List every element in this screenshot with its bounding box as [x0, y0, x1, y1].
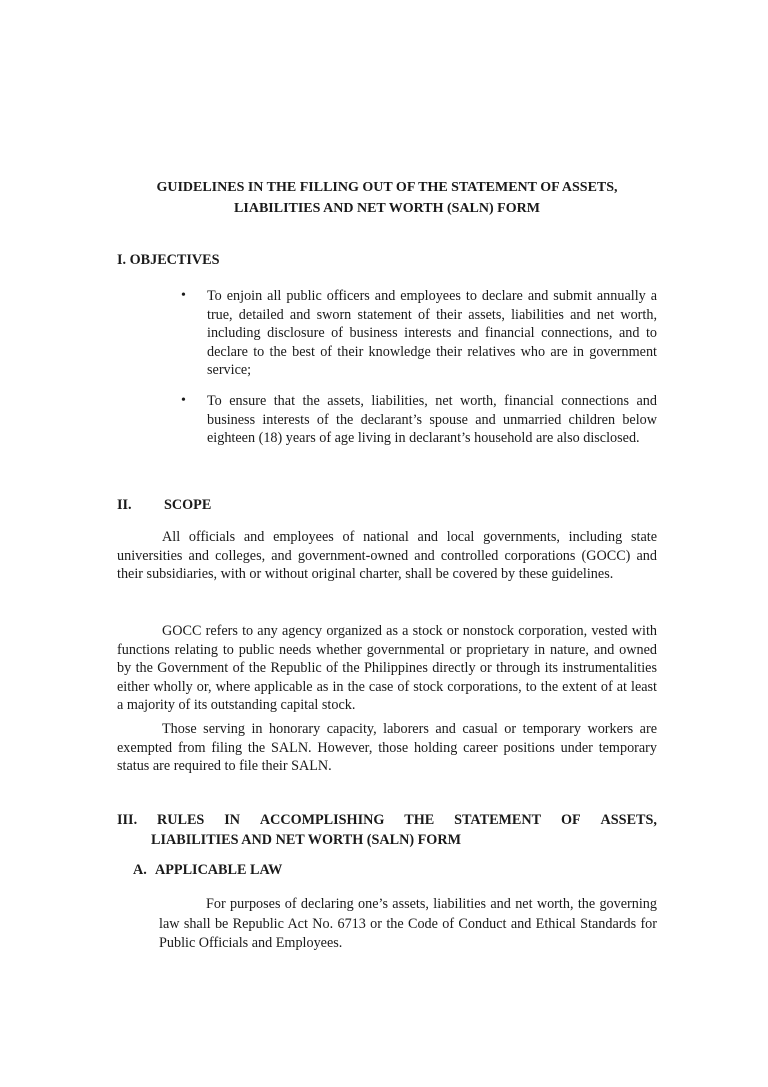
rules-heading-line-1 [117, 810, 657, 830]
scope-heading [117, 496, 211, 515]
objective-text-1: To enjoin all public officers and employees to declare and submit annually a true, detailed and sworn statement of their assets, liabilities and net worth, including disclosure of business interests and financial connections, and to declare to the best of their knowledge their relatives who are in government service; [207, 288, 657, 379]
rules-word: THE [404, 812, 435, 828]
subsection-letter: A. [133, 862, 147, 878]
subsection-title: APPLICABLE LAW [155, 862, 283, 878]
rules-word: ACCOMPLISHING [259, 812, 385, 828]
scope-paragraph-3: Those serving in honorary capacity, laborers and casual or temporary workers are exempted from filing the SALN. However, those holding career positions under temporary status are required to file their SALN. [117, 721, 657, 775]
rules-number: III. [117, 812, 138, 828]
objective-text-2: To ensure that the assets, liabilities, net worth, financial connections and business interests of the declarant’s spouse and unmarried children below eighteen (18) years of age living in declarant’s household are also disclosed. [207, 393, 657, 447]
rules-heading [117, 810, 657, 850]
document-title [117, 177, 657, 219]
title-line-2: LIABILITIES AND NET WORTH (SALN) FORM [234, 201, 540, 216]
scope-paragraph-2: GOCC refers to any agency organized as a stock or nonstock corporation, vested with functions relating to public needs whether governmental or proprietary in nature, and owned by the Government of the Republic of the Philippines directly or through its instrumentalities either wholly or, where applicable as in the case of stock corporations, to the extent of at least a majority of its outstanding capital stock. [117, 623, 657, 714]
rules-heading-line-2: LIABILITIES AND NET WORTH (SALN) FORM [151, 832, 461, 848]
objectives-heading: I. OBJECTIVES [117, 252, 220, 268]
objective-item-1 [181, 287, 657, 380]
objective-item-2 [181, 392, 657, 448]
bullet-icon: • [181, 288, 186, 303]
scope-title: SCOPE [164, 497, 212, 513]
rules-word: IN [224, 812, 240, 828]
objectives-list-2 [181, 392, 657, 448]
bullet-icon: • [181, 393, 186, 408]
title-line-1: GUIDELINES IN THE FILLING OUT OF THE STATEMENT OF ASSETS, [156, 180, 618, 195]
applicable-law-paragraph: For purposes of declaring one’s assets, liabilities and net worth, the governing law shall be Republic Act No. 6713 or the Code of Conduct and Ethical Standards for Public Officials and Employees. [159, 896, 657, 951]
rules-word: RULES [157, 812, 205, 828]
objectives-list [181, 287, 657, 380]
applicable-law-heading [133, 861, 282, 880]
rules-word: STATEMENT [454, 812, 542, 828]
rules-word: ASSETS, [600, 812, 657, 828]
scope-number: II. [117, 497, 132, 513]
rules-word: OF [560, 812, 581, 828]
scope-paragraph-1: All officials and employees of national and local governments, including state universities and colleges, and government-owned and controlled corporations (GOCC) and their subsidiaries, with or without original charter, shall be covered by these guidelines. [117, 529, 657, 583]
